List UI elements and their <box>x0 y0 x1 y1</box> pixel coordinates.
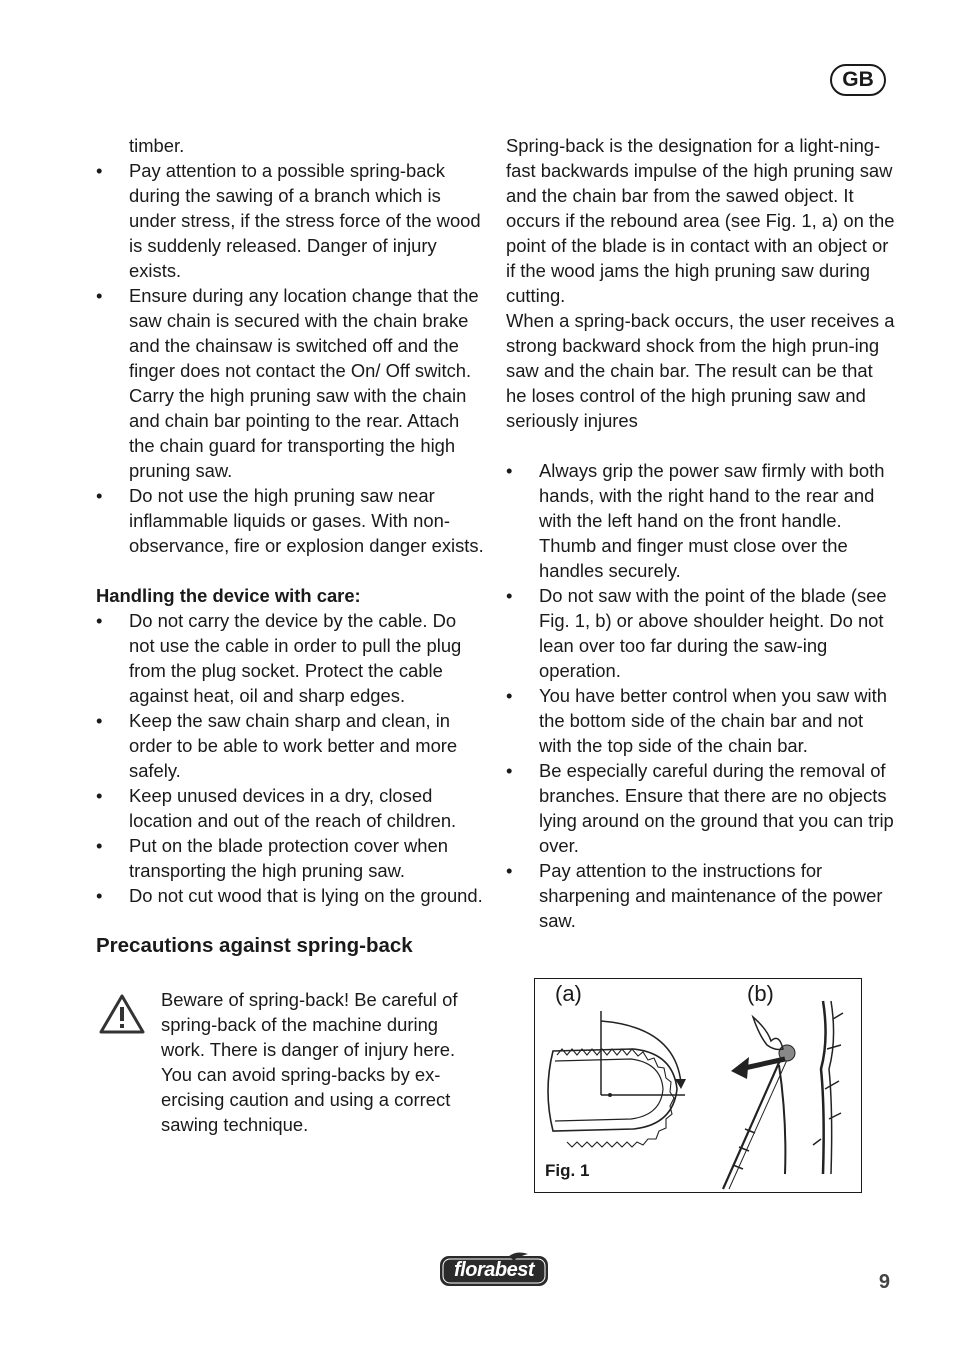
section-heading: Precautions against spring-back <box>96 934 413 957</box>
handling-bullet-list <box>96 608 486 908</box>
figure-1 <box>534 978 862 1193</box>
warning-text: Beware of spring-back! Be careful of spring-back of the machine during work. There is danger of injury here. You can avoid spring-backs by ex-ercising caution and using a correct sawing technique. <box>161 989 458 1135</box>
list-item: • Pay attention to a possible spring-back during the sawing of a branch which is under stress, if the stress force of the wood is suddenly released. Danger of injury exists. <box>96 158 486 283</box>
safety-bullet-list <box>96 158 486 558</box>
list-item: • Do not use the high pruning saw near inflammable liquids or gases. With non-observance, fire or explosion danger exists. <box>96 483 486 558</box>
warning-triangle-icon <box>98 993 146 1035</box>
right-column <box>506 133 896 933</box>
list-item: • You have better control when you saw with the bottom side of the chain bar and not with the top side of the chain bar. <box>506 683 896 758</box>
figure-label-a: (a) <box>555 981 582 1006</box>
list-item: • Ensure during any location change that the saw chain is secured with the chain brake and the chainsaw is switched off and the finger does not contact the On/ Off switch. Carry the high pruning saw with the chain and chain bar pointing to the rear. Attach the chain guard for transporting the high pruning saw. <box>96 283 486 483</box>
list-item: • Be especially careful during the removal of branches. Ensure that there are no objects lying around on the ground that you can trip over. <box>506 758 896 858</box>
springback-definition: Spring-back is the designation for a light-ning-fast backwards impulse of the high pruning saw and the chain bar from the sawed object. It occurs if the rebound area (see Fig. 1, a) on the point of the blade is in contact with an object or if the wood jams the high pruning saw during cutting. <box>506 135 895 306</box>
list-item: • Keep unused devices in a dry, closed location and out of the reach of children. <box>96 783 486 833</box>
figure-caption: Fig. 1 <box>545 1161 590 1180</box>
florabest-logo <box>438 1252 550 1288</box>
springback-consequence: When a spring-back occurs, the user receives a strong backward shock from the high prun-ing saw and the chain bar. The result can be that he loses control of the high pruning saw and seriously injures <box>506 310 895 431</box>
list-item: • Do not saw with the point of the blade (see Fig. 1, b) or above shoulder height. Do not lean over too far during the saw-ing operation. <box>506 583 896 683</box>
list-item: • Pay attention to the instructions for sharpening and maintenance of the power saw. <box>506 858 896 933</box>
list-item: • Keep the saw chain sharp and clean, in order to be able to work better and more safely. <box>96 708 486 783</box>
continued-text: timber. <box>129 135 185 156</box>
page-number: 9 <box>878 1271 890 1293</box>
precaution-bullet-list <box>506 458 896 933</box>
warning-block <box>96 987 486 1137</box>
list-item: • Do not cut wood that is lying on the ground. <box>96 883 486 908</box>
handling-heading: Handling the device with care: <box>96 585 361 606</box>
figure-label-b: (b) <box>747 981 774 1006</box>
list-item: • Always grip the power saw firmly with both hands, with the right hand to the rear and with the left hand on the front handle. Thumb and finger must close over the handles securely. <box>506 458 896 583</box>
list-item: • Do not carry the device by the cable. Do not use the cable in order to pull the plug from the plug socket. Protect the cable against heat, oil and sharp edges. <box>96 608 486 708</box>
list-item: • Put on the blade protection cover when transporting the high pruning saw. <box>96 833 486 883</box>
language-badge: GB <box>830 64 886 96</box>
logo-text: florabest <box>454 1259 534 1281</box>
left-column <box>96 133 486 1137</box>
